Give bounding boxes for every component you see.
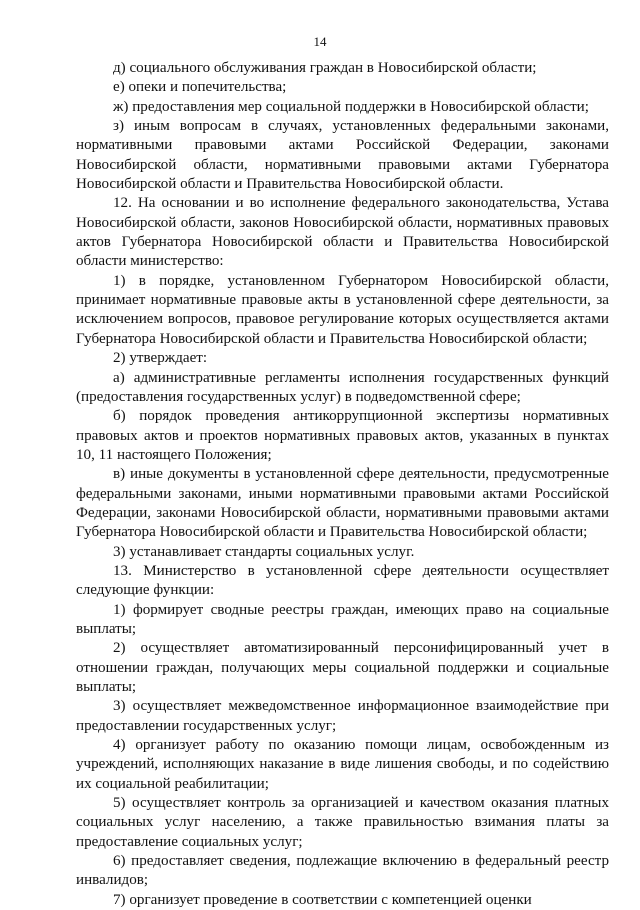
paragraph-13-3-interaction: 3) осуществляет межведомственное информационное взаимодействие при предоставлении государственных услуг; xyxy=(76,698,609,734)
paragraph-12-2-b-anticorruption: б) порядок проведения антикоррупционной экспертизы нормативных правовых актов и проектов нормативных правовых актов, указанных в пунктах 10, 11 настоящего Положения; xyxy=(76,408,609,463)
paragraph-12-2-v-other-documents: в) иные документы в установленной сфере деятельности, предусмотренные федеральными законами, иными нормативными правовыми актами Российской Федерации, законами Новосибирской области, нормативными правовыми актами Губернатора Новосибирской области и Правительства Новосибирской области; xyxy=(76,466,609,541)
paragraph-13-5-control: 5) осуществляет контроль за организацией и качеством оказания платных социальных услуг населению, а также правильностью взимания платы за предоставление социальных услуг; xyxy=(76,795,609,850)
document-body xyxy=(76,59,609,910)
paragraph-12-1-normative-acts: 1) в порядке, установленном Губернатором Новосибирской области, принимает нормативные правовые акты в установленной сфере деятельности, за исключением вопросов, правовое регулирование которых осуществляется актами Губернатора Новосибирской области и Правительства Новосибирской области; xyxy=(76,272,609,347)
paragraph-12-ministry-basis: 12. На основании и во исполнение федерального законодательства, Устава Новосибирской области, законов Новосибирской области, нормативных правовых актов Губернатора Новосибирской области и Правительства Новосибирской области министерство: xyxy=(76,195,609,270)
paragraph-13-4-assistance: 4) организует работу по оказанию помощи лицам, освобожденным из учреждений, исполняющих наказание в виде лишения свободы, и по содействию их социальной реабилитации; xyxy=(76,737,609,792)
paragraph-e-guardianship: е) опеки и попечительства; xyxy=(113,79,287,96)
paragraph-12-3-standards: 3) устанавливает стандарты социальных услуг. xyxy=(113,543,415,560)
paragraph-d-social-services: д) социального обслуживания граждан в Новосибирской области; xyxy=(113,60,537,76)
paragraph-13-1-registers: 1) формирует сводные реестры граждан, имеющих право на социальные выплаты; xyxy=(76,601,609,637)
page-number: 14 xyxy=(313,34,327,49)
paragraph-13-2-accounting: 2) осуществляет автоматизированный персонифицированный учет в отношении граждан, получающих меры социальной поддержки и социальные выплаты; xyxy=(76,640,609,695)
paragraph-13-6-registry: 6) предоставляет сведения, подлежащие включению в федеральный реестр инвалидов; xyxy=(76,853,609,889)
paragraph-z-other-issues: з) иным вопросам в случаях, установленных федеральными законами, нормативными правовыми актами Российской Федерации, законами Новосибирской области, нормативными правовыми актами Губернатора Новосибирской области и Правительства Новосибирской области. xyxy=(76,118,609,193)
paragraph-12-2-approves: 2) утверждает: xyxy=(113,350,208,367)
paragraph-zh-social-support: ж) предоставления мер социальной поддержки в Новосибирской области; xyxy=(113,98,589,115)
paragraph-12-2-a-regulations: а) административные регламенты исполнения государственных функций (предоставления государственных услуг) в подведомственной сфере; xyxy=(76,369,609,405)
paragraph-13-functions: 13. Министерство в установленной сфере деятельности осуществляет следующие функции: xyxy=(76,562,609,599)
paragraph-13-7-assessment: 7) организует проведение в соответствии с компетенцией оценки xyxy=(113,891,532,908)
